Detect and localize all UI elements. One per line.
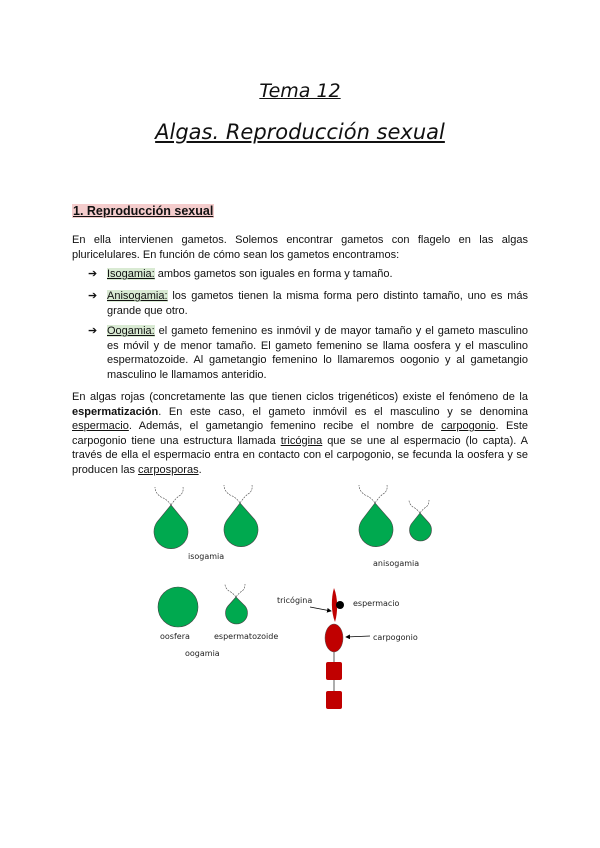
page-title: Tema 12 xyxy=(259,80,341,102)
underlined-term: tricógina xyxy=(280,434,323,447)
label-anisogamia: anisogamia xyxy=(373,559,420,568)
term: Anisogamia: xyxy=(107,290,168,302)
bold-term: espermatización xyxy=(72,405,159,418)
definition: los gametos tienen la misma forma pero distinto tamaño, uno es más grande que otro. xyxy=(107,290,528,317)
underlined-term: carposporas xyxy=(138,463,199,476)
espermatozoide-cell xyxy=(225,584,248,624)
right-arrow-icon: ➔ xyxy=(88,268,98,280)
label-oosfera: oosfera xyxy=(160,632,190,641)
anisogamete-small xyxy=(409,500,432,541)
label-oogamia: oogamia xyxy=(185,649,220,658)
underlined-term: carpogonio xyxy=(441,420,496,432)
text: . Este carpogonio tiene una estructura llamada xyxy=(72,420,529,447)
label-espermacio: espermacio xyxy=(353,599,400,608)
right-arrow-icon: ➔ xyxy=(88,290,98,302)
definition: ambos gametos son iguales en forma y tamaño. xyxy=(154,268,393,280)
label-isogamia: isogamia xyxy=(188,552,225,561)
term: Oogamia: xyxy=(107,325,155,337)
term: Isogamia: xyxy=(107,268,155,280)
text: . Además, el gametangio femenino recibe el nombre de xyxy=(128,420,442,432)
espermacio-dot xyxy=(336,601,344,609)
section-heading: 1. Reproducción sexual xyxy=(73,204,214,218)
text: . En este caso, el gameto inmóvil es el masculino y se denomina xyxy=(158,405,528,418)
oosfera-cell xyxy=(158,587,198,627)
isogamete-2 xyxy=(224,485,258,547)
underlined-term: espermacio xyxy=(72,420,129,432)
page-subtitle: Algas. Reproducción sexual xyxy=(155,120,445,144)
label-tricogina: tricógina xyxy=(277,596,313,605)
text: . xyxy=(198,463,202,476)
anisogamete-large xyxy=(359,485,393,547)
intro-paragraph: En ella intervienen gametos. Solemos encontrar gametos con flagelo en las algas pluricelulares. En función de cómo sean los gametos encontramos: xyxy=(72,234,528,261)
definition: el gameto femenino es inmóvil y de mayor tamaño y el gameto masculino es móvil y de menor tamaño. El gameto femenino se llama oosfera y el masculino espermatozoide. Al gametangio femenino lo llamaremos oogonio y al gametangio masculino le llamamos anteridio. xyxy=(107,325,528,381)
carpogonio-cell xyxy=(325,624,343,652)
isogamete-1 xyxy=(154,487,188,549)
text: que se une al espermacio (lo capta). A través de ella el espermacio entra en contacto con el carpogonio, se fecunda la oosfera y se producen las xyxy=(72,434,528,476)
right-arrow-icon: ➔ xyxy=(88,325,98,337)
text: En algas rojas (concretamente las que tienen ciclos trigenéticos) existe el fenómeno de la xyxy=(72,391,528,403)
cell-2 xyxy=(326,691,342,709)
label-carpogonio: carpogonio xyxy=(373,633,418,642)
label-espermatozoide: espermatozoide xyxy=(214,632,279,641)
cell-1 xyxy=(326,662,342,680)
